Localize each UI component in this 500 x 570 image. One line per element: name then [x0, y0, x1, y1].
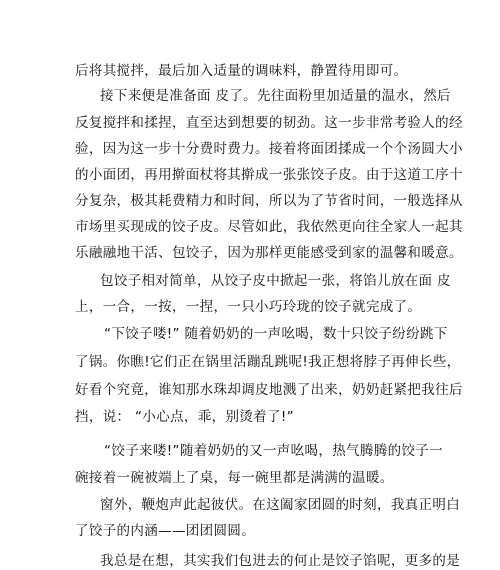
text-line: 包饺子相对简单，从饺子皮中掀起一张，将馅儿放在面 皮 — [100, 273, 451, 289]
text-line: 分复杂，极其耗费精力和时间，所以为了节省时间，一般选择从 — [75, 193, 463, 209]
text-line: 的小面团，再用擀面杖将其擀成一张张饺子皮。由于这道工序十 — [75, 167, 463, 183]
text-line: 窗外，鞭炮声此起彼伏。在这阖家团圆的时刻，我真正明白 — [100, 497, 461, 513]
text-line: 乐融融地干活、包饺子，因为那样更能感受到家的温馨和暖意。 — [75, 245, 463, 261]
text-line: 了饺子的内涵——团团圆圆。 — [75, 523, 256, 539]
text-line: 接下来便是准备面 皮了。先往面粉里加适量的温水，然后 — [100, 88, 451, 104]
text-line: “饺子来喽!”随着奶奶的又一声吆喝，热气腾腾的饺子一 — [104, 443, 443, 459]
text-line: 了锅。你瞧!它们正在锅里活蹦乱跳呢!我正想将脖子再伸长些， — [75, 354, 461, 370]
text-line: 市场里买现成的饺子皮。尽管如此，我依然更向往全家人一起其 — [75, 219, 463, 235]
text-line: 上，一合，一按，一捏，一只小巧玲珑的饺子就完成了。 — [75, 299, 422, 315]
text-line: 验，因为这一步十分费时费力。接着将面团揉成一个个汤圆大小 — [75, 141, 463, 157]
text-line: 我总是在想，其实我们包进去的何止是饺子馅呢，更多的是 — [100, 553, 461, 569]
text-line: 反复搅拌和揉捏，直至达到想要的韧劲。这一步非常考验人的经 — [75, 115, 463, 131]
text-line: 后将其搅拌，最后加入适量的调味料，静置待用即可。 — [75, 63, 408, 79]
text-line: 碗接着一碗被端上了桌，每一碗里都是满满的温暖。 — [75, 470, 394, 486]
text-line: 好看个究竟，谁知那水珠却调皮地溅了出来，奶奶赶紧把我往后 — [75, 382, 463, 398]
text-line: “下饺子喽!” 随着奶奶的一声吆喝，数十只饺子纷纷跳下 — [104, 326, 448, 342]
text-line: 挡，说： “小心点，乖，别烫着了!” — [75, 409, 294, 425]
